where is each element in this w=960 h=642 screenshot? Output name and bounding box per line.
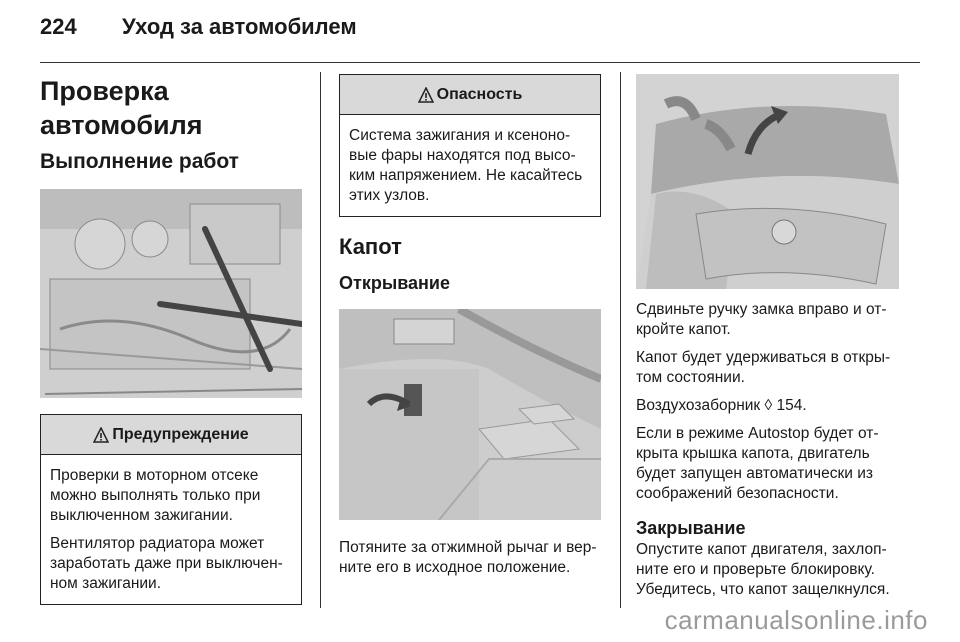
danger-paragraph: Система зажигания и ксеноно-вые фары находятся под высо-ким напряжением. Не касайтесь этих узлов. [349, 127, 583, 204]
warning-paragraph: Вентилятор радиатора может заработать даже при выключен-ном зажигании. [50, 535, 283, 592]
open-hood-image [636, 74, 899, 289]
warning-box [40, 414, 302, 605]
hood-release-illustration [339, 309, 601, 520]
column-3 [621, 66, 901, 608]
danger-box [339, 74, 601, 217]
column-1 [40, 66, 302, 605]
warning-paragraph: Проверки в моторном отсеке можно выполнять только при выключенном зажигании. [50, 467, 261, 524]
warning-triangle-icon [418, 87, 434, 103]
subsection-title: Открывание [339, 273, 450, 293]
warning-title: Предупреждение [112, 425, 249, 443]
closing-title: Закрывание [636, 518, 746, 538]
engine-bay-illustration [40, 189, 302, 398]
warning-body [41, 455, 301, 604]
open-hood-illustration [636, 74, 899, 289]
danger-body [340, 115, 600, 216]
page-header [40, 14, 357, 44]
section-title: Капот [339, 234, 402, 259]
right-column-text [636, 300, 901, 600]
warning-header [41, 415, 301, 455]
danger-header [340, 75, 600, 115]
column-divider [320, 72, 321, 608]
engine-bay-image [40, 189, 302, 398]
page-number: 224 [40, 14, 77, 39]
body-paragraph: Если в режиме Autostop будет от-крыта крышка капота, двигатель будет запущен автоматически из соображений безопасности. [636, 425, 879, 502]
figure-caption: Потяните за отжимной рычаг и вер-ните его в исходное положение. [339, 539, 597, 576]
section-name: Уход за автомобилем [122, 14, 357, 39]
header-divider [40, 62, 920, 63]
warning-triangle-icon [93, 427, 109, 443]
cross-reference[interactable]: Воздухозаборник ◊ 154. [636, 397, 807, 414]
body-paragraph: Капот будет удерживаться в откры-том состоянии. [636, 349, 891, 386]
danger-title: Опасность [436, 85, 523, 103]
subtitle: Выполнение работ [40, 150, 239, 173]
column-2 [339, 66, 601, 586]
page-title: Проверка автомобиля [40, 76, 203, 140]
watermark: carmanualsonline.info [664, 605, 928, 635]
body-paragraph: Сдвиньте ручку замка вправо и от-кройте капот. [636, 301, 887, 338]
hood-release-image [339, 309, 601, 520]
closing-paragraph: Опустите капот двигателя, захлоп-ните его и проверьте блокировку. Убедитесь, что капот защелкнулся. [636, 541, 890, 598]
